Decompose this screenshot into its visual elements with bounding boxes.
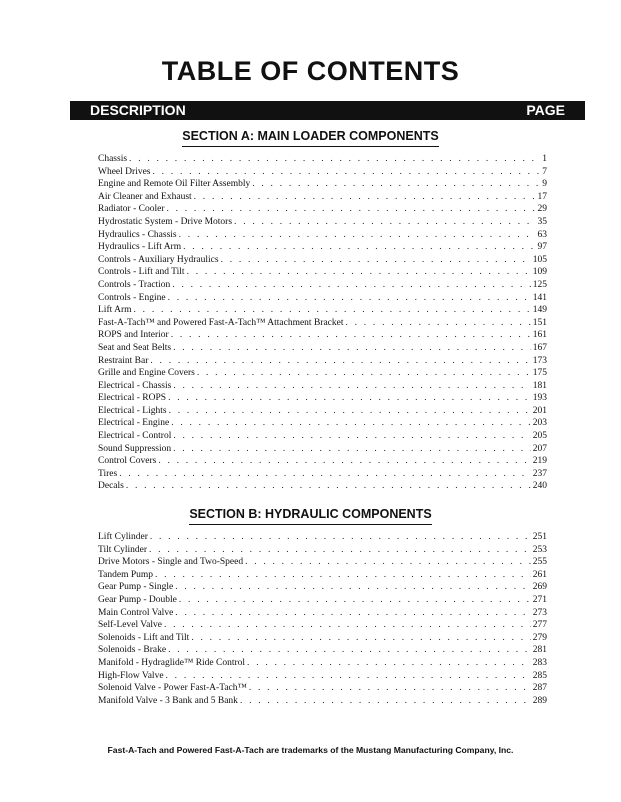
toc-entry[interactable] [98, 229, 547, 242]
toc-entry-page: 167 [532, 342, 547, 353]
toc-entry-page: 255 [532, 557, 547, 568]
toc-entry-page: 273 [532, 607, 547, 618]
toc-entry-label: Gear Pump - Double [98, 594, 177, 605]
toc-entry-label: Control Covers [98, 456, 157, 467]
toc-entry-page: 269 [532, 582, 547, 593]
toc-entry[interactable] [98, 178, 547, 191]
toc-entry-label: Gear Pump - Single [98, 582, 174, 593]
toc-entry[interactable] [98, 266, 547, 279]
toc-entry-label: Lift Arm [98, 305, 132, 316]
toc-entry[interactable] [98, 317, 547, 330]
toc-entry[interactable] [98, 203, 547, 216]
toc-entry-page: 271 [532, 594, 547, 605]
toc-entry[interactable] [98, 619, 547, 632]
section-b-entries [98, 531, 547, 707]
toc-entry-label: Air Cleaner and Exhaust [98, 191, 192, 202]
toc-entry-page: 261 [532, 569, 547, 580]
toc-entry[interactable] [98, 367, 547, 380]
section-b-heading [0, 507, 621, 525]
toc-entry-label: Chassis [98, 154, 128, 164]
toc-entry-label: ROPS and Interior [98, 330, 169, 341]
toc-entry-page: 105 [532, 254, 547, 265]
toc-entry[interactable] [98, 304, 547, 317]
section-a-heading-text: SECTION A: MAIN LOADER COMPONENTS [182, 129, 438, 147]
dot-leader [168, 392, 531, 405]
toc-entry-page: 240 [532, 481, 547, 492]
toc-entry[interactable] [98, 342, 547, 355]
toc-entry-label: Controls - Traction [98, 279, 171, 290]
toc-entry[interactable] [98, 657, 547, 670]
toc-entry-page: 35 [537, 216, 547, 227]
trademark-footer: Fast-A-Tach and Powered Fast-A-Tach are trademarks of the Mustang Manufacturing Company, Inc. [107, 745, 514, 755]
toc-entry-page: 149 [532, 305, 547, 316]
toc-entry-label: Drive Motors - Single and Two-Speed [98, 557, 244, 568]
toc-entry[interactable] [98, 594, 547, 607]
toc-entry-page: 141 [532, 292, 547, 303]
dot-leader [119, 468, 531, 481]
toc-entry-label: High-Flow Valve [98, 670, 164, 681]
toc-entry-page: 125 [532, 279, 547, 290]
dot-leader [191, 632, 530, 645]
dot-leader [175, 581, 531, 594]
toc-entry-page: 173 [532, 355, 547, 366]
toc-entry-page: 251 [532, 532, 547, 542]
toc-entry-label: Electrical - ROPS [98, 393, 167, 404]
dot-leader [197, 367, 531, 380]
section-a-entries [98, 153, 547, 493]
toc-entry-page: 97 [537, 242, 547, 253]
toc-entry[interactable] [98, 380, 547, 393]
toc-entry-label: Electrical - Control [98, 431, 172, 442]
dot-leader [249, 682, 531, 695]
toc-entry[interactable] [98, 191, 547, 204]
toc-entry-page: 175 [532, 368, 547, 379]
toc-entry-page: 205 [532, 431, 547, 442]
dot-leader [179, 229, 536, 242]
toc-entry-label: Self-Level Valve [98, 620, 162, 631]
toc-entry[interactable] [98, 480, 547, 493]
toc-entry[interactable] [98, 468, 547, 481]
toc-entry-label: Manifold Valve - 3 Bank and 5 Bank [98, 695, 238, 706]
toc-entry[interactable] [98, 166, 547, 179]
dot-leader [168, 644, 531, 657]
toc-entry[interactable] [98, 153, 547, 166]
toc-entry-label: Controls - Auxiliary Hydraulics [98, 254, 219, 265]
toc-entry[interactable] [98, 292, 547, 305]
toc-entry-page: 1 [542, 154, 547, 164]
toc-entry-page: 277 [532, 620, 547, 631]
dot-leader [134, 304, 531, 317]
toc-entry-label: Lift Cylinder [98, 532, 148, 542]
toc-entry[interactable] [98, 455, 547, 468]
toc-entry-label: Tires [98, 468, 118, 479]
toc-entry-label: Electrical - Lights [98, 405, 167, 416]
dot-leader [175, 607, 530, 620]
dot-leader [173, 342, 531, 355]
toc-entry[interactable] [98, 355, 547, 368]
toc-entry-label: Grille and Engine Covers [98, 368, 195, 379]
toc-entry-label: Seat and Seat Belts [98, 342, 172, 353]
dot-leader [179, 594, 531, 607]
toc-entry-label: Fast-A-Tach™ and Powered Fast-A-Tach™ Attachment Bracket [98, 317, 344, 328]
toc-entry-page: 181 [532, 380, 547, 391]
toc-entry-label: Manifold - Hydraglide™ Ride Control [98, 657, 246, 668]
dot-leader [155, 569, 531, 582]
toc-entry[interactable] [98, 682, 547, 695]
toc-entry-label: Electrical - Chassis [98, 380, 172, 391]
toc-entry-label: Solenoids - Brake [98, 645, 167, 656]
dot-leader [153, 166, 541, 179]
toc-entry-label: Main Control Valve [98, 607, 174, 618]
toc-entry[interactable] [98, 695, 547, 708]
toc-entry-label: Controls - Lift and Tilt [98, 267, 185, 278]
toc-entry[interactable] [98, 279, 547, 292]
toc-entry-label: Hydrostatic System - Drive Motors [98, 216, 233, 227]
toc-entry-page: 151 [532, 317, 547, 328]
toc-entry[interactable] [98, 632, 547, 645]
toc-entry-label: Tilt Cylinder [98, 544, 148, 555]
toc-entry[interactable] [98, 581, 547, 594]
dot-leader [173, 443, 531, 456]
dot-leader [173, 430, 530, 443]
toc-entry-page: 63 [537, 229, 547, 240]
page-title: TABLE OF CONTENTS [161, 56, 460, 86]
toc-entry-label: Hydraulics - Chassis [98, 229, 177, 240]
toc-entry-page: 161 [532, 330, 547, 341]
toc-entry-page: 17 [537, 191, 547, 202]
toc-entry[interactable] [98, 569, 547, 582]
toc-entry-page: 193 [532, 393, 547, 404]
toc-entry-label: Engine and Remote Oil Filter Assembly [98, 179, 251, 190]
dot-leader [126, 480, 531, 493]
page-column-header: PAGE [526, 102, 565, 118]
toc-entry-label: Solenoid Valve - Power Fast-A-Tach™ [98, 683, 247, 694]
dot-leader [172, 279, 530, 292]
dot-leader [221, 254, 531, 267]
dot-leader [173, 380, 530, 393]
toc-entry[interactable] [98, 430, 547, 443]
dot-leader [245, 556, 531, 569]
toc-entry-label: Restraint Bar [98, 355, 149, 366]
toc-entry-page: 285 [532, 670, 547, 681]
dot-leader [234, 216, 535, 229]
dot-leader [164, 619, 531, 632]
dot-leader [158, 455, 530, 468]
toc-entry[interactable] [98, 241, 547, 254]
toc-entry-page: 289 [532, 695, 547, 706]
toc-entry-page: 237 [532, 468, 547, 479]
dot-leader [150, 531, 531, 544]
toc-entry[interactable] [98, 443, 547, 456]
toc-entry-page: 253 [532, 544, 547, 555]
dot-leader [166, 203, 535, 216]
dot-leader [183, 241, 535, 254]
toc-entry-label: Electrical - Engine [98, 418, 170, 429]
toc-entry[interactable] [98, 329, 547, 342]
toc-entry-label: Hydraulics - Lift Arm [98, 242, 182, 253]
dot-leader [169, 405, 531, 418]
toc-entry-label: Controls - Engine [98, 292, 166, 303]
toc-entry[interactable] [98, 405, 547, 418]
dot-leader [171, 329, 531, 342]
dot-leader [252, 178, 540, 191]
dot-leader [194, 191, 536, 204]
toc-entry-page: 281 [532, 645, 547, 656]
toc-entry-page: 279 [532, 632, 547, 643]
toc-entry-label: Radiator - Cooler [98, 204, 165, 215]
dot-leader [150, 355, 530, 368]
column-header-bar [70, 101, 585, 120]
dot-leader [166, 670, 531, 683]
toc-entry[interactable] [98, 216, 547, 229]
toc-entry[interactable] [98, 670, 547, 683]
toc-entry-page: 29 [537, 204, 547, 215]
toc-entry-page: 203 [532, 418, 547, 429]
toc-entry[interactable] [98, 556, 547, 569]
toc-entry-label: Decals [98, 481, 124, 492]
dot-leader [187, 266, 531, 279]
dot-leader [129, 153, 540, 166]
dot-leader [171, 417, 531, 430]
toc-entry[interactable] [98, 531, 547, 544]
toc-entry-page: 283 [532, 657, 547, 668]
toc-entry-label: Tandem Pump [98, 569, 154, 580]
section-b-heading-text: SECTION B: HYDRAULIC COMPONENTS [189, 507, 431, 525]
description-column-header: DESCRIPTION [90, 102, 186, 118]
toc-entry-page: 109 [532, 267, 547, 278]
toc-entry[interactable] [98, 544, 547, 557]
toc-entry[interactable] [98, 392, 547, 405]
toc-entry-label: Sound Suppression [98, 443, 172, 454]
dot-leader [345, 317, 530, 330]
toc-entry[interactable] [98, 417, 547, 430]
toc-entry-label: Solenoids - Lift and Tilt [98, 632, 190, 643]
toc-entry-page: 219 [532, 456, 547, 467]
section-a-heading [0, 129, 621, 147]
toc-entry[interactable] [98, 644, 547, 657]
dot-leader [149, 544, 531, 557]
toc-entry-label: Wheel Drives [98, 166, 151, 177]
dot-leader [247, 657, 531, 670]
toc-entry[interactable] [98, 607, 547, 620]
toc-entry-page: 287 [532, 683, 547, 694]
dot-leader [168, 292, 531, 305]
toc-entry-page: 7 [542, 166, 547, 177]
dot-leader [240, 695, 531, 708]
toc-entry-page: 201 [532, 405, 547, 416]
toc-entry[interactable] [98, 254, 547, 267]
toc-entry-page: 9 [542, 179, 547, 190]
toc-entry-page: 207 [532, 443, 547, 454]
